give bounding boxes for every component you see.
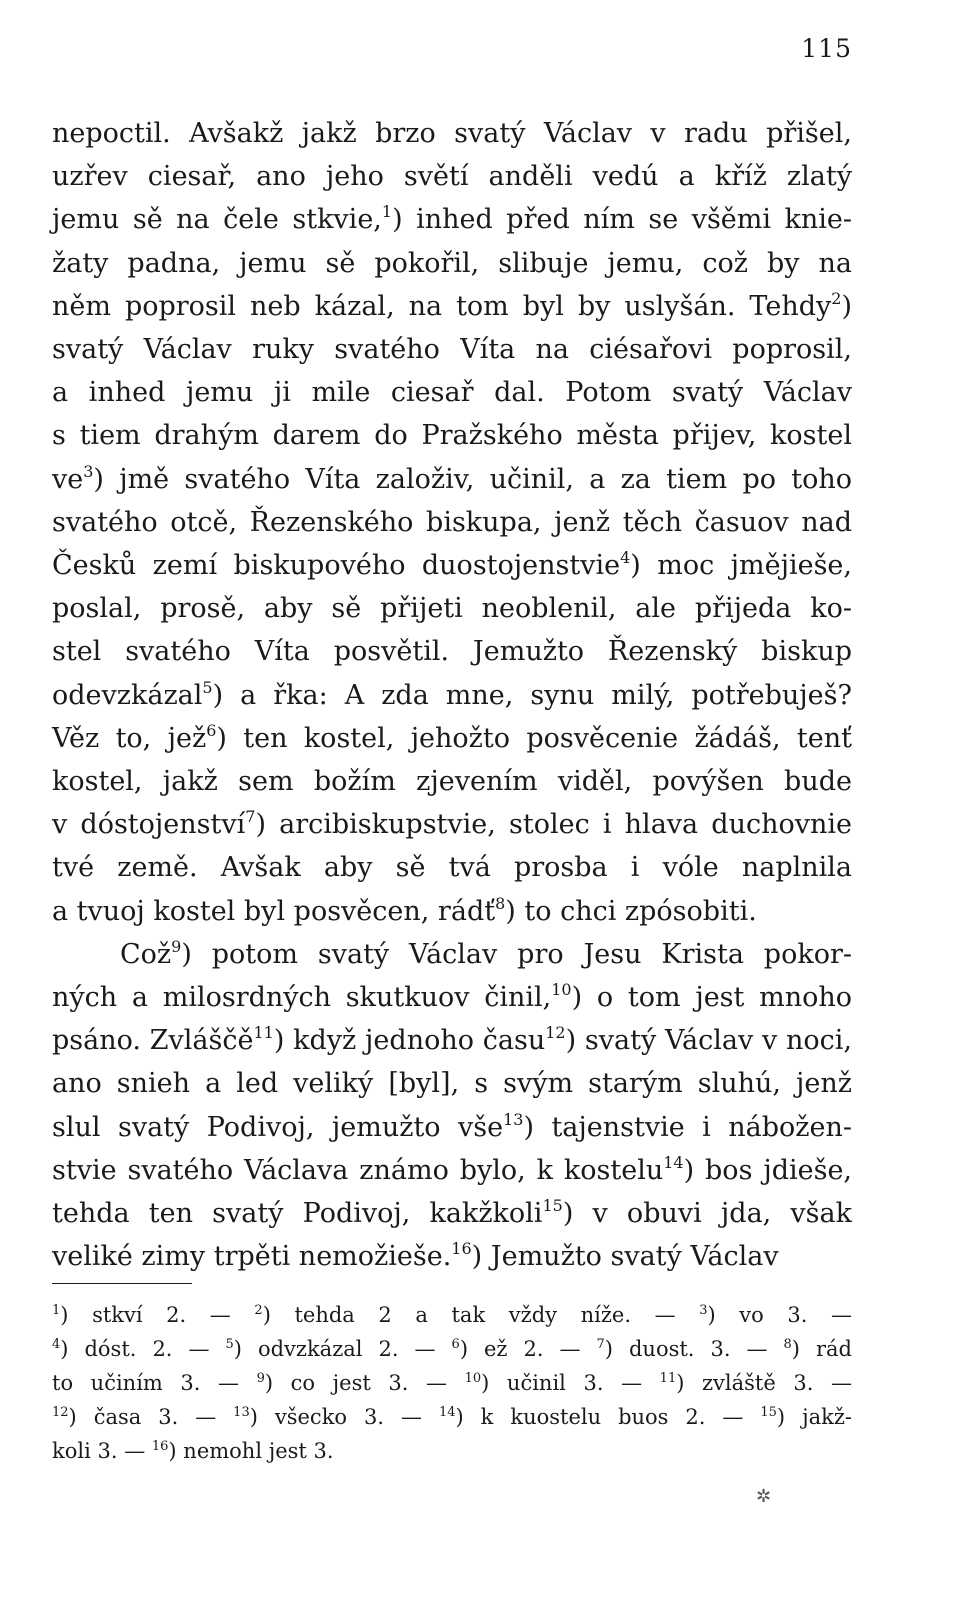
text-segment: ) časa 3. — (68, 1405, 234, 1429)
text-segment: ) když jednoho času (273, 1025, 546, 1057)
footnote-marker: 3 (699, 1303, 708, 1318)
body-line (52, 155, 852, 198)
footnote-marker: 14 (438, 1405, 456, 1420)
page-number: 115 (801, 34, 852, 63)
text-segment: ) potom svatý Václav pro Jesu Krista pokor- (181, 938, 852, 970)
body-line (52, 717, 852, 760)
footnote-divider (52, 1283, 192, 1284)
text-segment: stvie svatého Václava známo bylo, k kostelu (52, 1154, 664, 1186)
text-segment: psáno. Zvláščě (52, 1025, 254, 1057)
text-segment: Česků zemí biskupového duostojenstvie (52, 550, 621, 582)
footnote-line (52, 1434, 852, 1468)
footnote-marker: 9 (256, 1371, 265, 1386)
text-segment: ) o tom jest mnoho (571, 982, 853, 1014)
text-segment: ) (841, 290, 852, 322)
footnote-marker: 8 (783, 1337, 792, 1352)
body-text (52, 112, 852, 1278)
footnote-line (52, 1298, 852, 1332)
text-segment: tvé země. Avšak aby sě tvá prosba i vóle naplnila (52, 852, 852, 884)
text-segment: ) v obuvi jda, však (562, 1198, 852, 1230)
text-segment: to učiním 3. — (52, 1371, 257, 1395)
body-line (52, 674, 852, 717)
text-segment: ) svatý Václav v noci, (565, 1025, 853, 1057)
footnote-marker: 3 (83, 461, 94, 481)
text-segment: uzřev ciesař, ano jeho světí anděli vedú a kříž zlatý (52, 161, 852, 193)
footnote-marker: 2 (831, 288, 842, 308)
text-segment: ) co jest 3. — (264, 1371, 465, 1395)
text-segment: tehda ten svatý Podivoj, kakžkoli (52, 1198, 543, 1230)
footnote-marker: 1 (52, 1303, 61, 1318)
footnote-line (52, 1366, 852, 1400)
body-line (52, 112, 852, 155)
text-segment: ) ež 2. — (459, 1337, 597, 1361)
footnote-marker: 6 (206, 720, 217, 740)
footnote-marker: 15 (542, 1196, 563, 1216)
body-line (52, 328, 852, 371)
text-segment: ) inhed před ním se všěmi knie- (392, 204, 852, 236)
text-segment: něm poprosil neb kázal, na tom byl by uslyšán. Tehdy (52, 290, 832, 322)
text-segment: ano snieh a led veliký [byl], s svým starým sluhú, jenž (52, 1068, 852, 1100)
body-line (52, 1149, 852, 1192)
footnote-marker: 4 (620, 548, 631, 568)
text-segment: svatého otcě, Řezenského biskupa, jenž těch časuov nad (52, 506, 852, 538)
text-segment: kostel, jakž sem božím zjevením viděl, povýšen bude (52, 766, 852, 798)
text-segment: Věz to, jež (52, 722, 207, 754)
text-segment: svatý Václav ruky svatého Víta na ciésařovi poprosil, (52, 334, 852, 366)
text-segment: ) to chci zpósobiti. (505, 895, 757, 927)
text-segment: žaty padna, jemu sě pokořil, slibuje jemu, což by na (52, 247, 852, 279)
footnote-marker: 7 (245, 807, 256, 827)
body-line (52, 242, 852, 285)
text-segment: ) k kuostelu buos 2. — (455, 1405, 761, 1429)
body-line (52, 1235, 852, 1278)
footnote-marker: 16 (451, 1239, 472, 1259)
text-segment: Což (120, 938, 172, 970)
text-segment: ) jmě svatého Víta založiv, učinil, a za tiem po toho (93, 463, 852, 495)
text-segment: ) bos jdieše, (683, 1154, 853, 1186)
body-line (52, 1192, 852, 1235)
text-segment: ) a řka: A zda mne, synu milý, potřebuješ? (212, 679, 852, 711)
text-segment: ve (52, 463, 84, 495)
text-segment: ) rád (791, 1337, 852, 1361)
footnote-marker: 6 (451, 1337, 460, 1352)
text-segment: ) ten kostel, jehožto posvěcenie žádáš, tenť (216, 722, 852, 754)
footnote-marker: 7 (596, 1337, 605, 1352)
body-line (52, 285, 852, 328)
body-line (52, 198, 852, 241)
body-line (52, 371, 852, 414)
body-line (52, 890, 852, 933)
footnote-marker: 1 (381, 202, 393, 222)
text-segment: odevzkázal (52, 679, 203, 711)
text-segment: veliké zimy trpěti nemožieše. (52, 1241, 452, 1273)
footnote-marker: 11 (253, 1023, 274, 1043)
body-line (52, 933, 852, 976)
footnote-marker: 13 (503, 1109, 524, 1129)
text-segment: ) Jemužto svatý Václav (471, 1241, 779, 1273)
body-line (52, 976, 852, 1019)
body-line (52, 501, 852, 544)
body-line (52, 414, 852, 457)
footnote-marker: 9 (171, 936, 182, 956)
text-segment: slul svatý Podivoj, jemužto vše (52, 1111, 504, 1143)
footnotes (52, 1298, 852, 1468)
body-line (52, 760, 852, 803)
text-segment: poslal, prosě, aby sě přijeti neoblenil, ale přijeda ko- (52, 593, 852, 625)
footnote-marker: 15 (760, 1405, 777, 1420)
footnote-marker: 13 (233, 1405, 250, 1420)
footnote-marker: 5 (225, 1337, 234, 1352)
body-line (52, 630, 852, 673)
text-segment: v dóstojenství (52, 809, 246, 841)
text-segment: ) učinil 3. — (481, 1371, 660, 1395)
text-segment: s tiem drahým darem do Pražského města přijev, kostel (52, 420, 852, 452)
text-segment: ) tehda 2 a tak vždy níže. — (262, 1303, 700, 1327)
footnote-marker: 2 (254, 1303, 263, 1318)
text-segment: ) dóst. 2. — (60, 1337, 226, 1361)
text-segment: ) zvláště 3. — (676, 1371, 853, 1395)
footnote-marker: 10 (551, 980, 572, 1000)
footnote-marker: 4 (52, 1337, 61, 1352)
footnote-marker: 16 (151, 1439, 169, 1454)
text-segment: ) odvzkázal 2. — (233, 1337, 452, 1361)
text-segment: ) moc jmějieše, (630, 550, 852, 582)
footnote-marker: 5 (202, 677, 213, 697)
footnote-marker: 10 (464, 1371, 482, 1386)
footnote-marker: 14 (663, 1152, 684, 1172)
footnote-marker: 12 (52, 1405, 69, 1420)
footnote-line (52, 1332, 852, 1366)
text-segment: ) vo 3. — (707, 1303, 852, 1327)
body-line (52, 846, 852, 889)
text-segment: a tvuoj kostel byl posvěcen, rádť (52, 895, 496, 927)
text-segment: stel svatého Víta posvětil. Jemužto Řezenský biskup (52, 636, 852, 668)
body-line (52, 1106, 852, 1149)
text-segment: ) stkví 2. — (60, 1303, 255, 1327)
body-line (52, 587, 852, 630)
ornament-mark: ✲ (756, 1486, 772, 1507)
footnote-line (52, 1400, 852, 1434)
body-line (52, 803, 852, 846)
footnote-marker: 12 (545, 1023, 566, 1043)
footnote-marker: 11 (659, 1371, 677, 1386)
text-segment: nepoctil. Avšakž jakž brzo svatý Václav v radu přišel, (52, 118, 852, 149)
footnote-marker: 8 (495, 893, 506, 913)
text-segment: ných a milosrdných skutkuov činil, (52, 982, 552, 1014)
body-line (52, 458, 852, 501)
text-segment: ) duost. 3. — (604, 1337, 784, 1361)
body-line (52, 1062, 852, 1105)
text-segment: ) arcibiskupstvie, stolec i hlava duchovnie (255, 809, 852, 841)
text-segment: ) jakž- (776, 1405, 852, 1429)
text-segment: ) tajenstvie i nábožen- (523, 1111, 852, 1143)
body-line (52, 544, 852, 587)
text-segment: koli 3. — (52, 1439, 152, 1463)
text-segment: jemu sě na čele stkvie, (52, 204, 382, 236)
body-line (52, 1019, 852, 1062)
text-segment: a inhed jemu ji mile ciesař dal. Potom svatý Václav (52, 377, 852, 409)
text-segment: ) všecko 3. — (249, 1405, 439, 1429)
text-segment: ) nemohl jest 3. (168, 1439, 334, 1463)
